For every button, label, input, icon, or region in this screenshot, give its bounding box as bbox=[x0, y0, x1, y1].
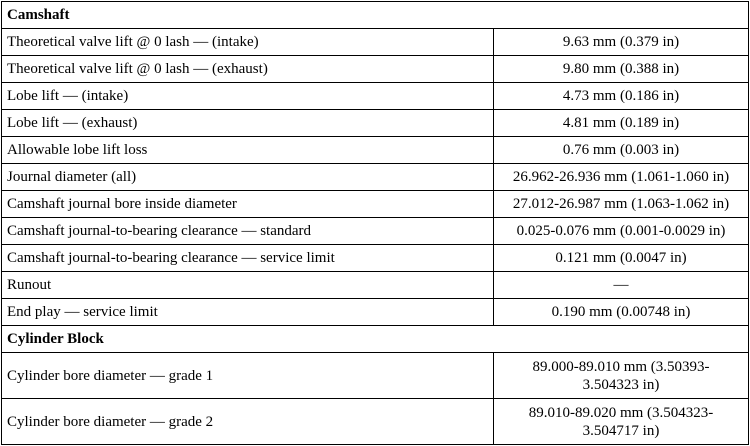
table-row bbox=[2, 164, 749, 191]
spec-value-line: 3.504717 in) bbox=[582, 422, 660, 439]
spec-label: Theoretical valve lift @ 0 lash — (exhaust) bbox=[2, 56, 494, 83]
spec-value: 0.76 mm (0.003 in) bbox=[494, 137, 749, 164]
spec-value: 4.81 mm (0.189 in) bbox=[494, 110, 749, 137]
spec-value: 9.63 mm (0.379 in) bbox=[494, 29, 749, 56]
spec-label: Camshaft journal-to-bearing clearance — service limit bbox=[2, 245, 494, 272]
section-header-row bbox=[2, 2, 749, 29]
spec-label: Journal diameter (all) bbox=[2, 164, 494, 191]
spec-value: 4.73 mm (0.186 in) bbox=[494, 83, 749, 110]
spec-label: Runout bbox=[2, 272, 494, 299]
table-row bbox=[2, 299, 749, 326]
spec-label: Cylinder bore diameter — grade 1 bbox=[2, 353, 494, 399]
section-title: Camshaft bbox=[2, 2, 749, 29]
section-header-row bbox=[2, 326, 749, 353]
table-row bbox=[2, 29, 749, 56]
spec-value-line: 3.504323 in) bbox=[582, 376, 660, 393]
spec-value bbox=[494, 353, 749, 399]
spec-value: 26.962-26.936 mm (1.061-1.060 in) bbox=[494, 164, 749, 191]
table-row bbox=[2, 218, 749, 245]
spec-label: Theoretical valve lift @ 0 lash — (intake) bbox=[2, 29, 494, 56]
spec-value: — bbox=[494, 272, 749, 299]
specifications-table bbox=[1, 1, 749, 445]
spec-label: Allowable lobe lift loss bbox=[2, 137, 494, 164]
spec-value: 0.121 mm (0.0047 in) bbox=[494, 245, 749, 272]
table-row bbox=[2, 272, 749, 299]
table-row bbox=[2, 353, 749, 399]
table-row bbox=[2, 245, 749, 272]
table-row bbox=[2, 137, 749, 164]
table-row bbox=[2, 399, 749, 445]
spec-value bbox=[494, 399, 749, 445]
spec-label: Camshaft journal bore inside diameter bbox=[2, 191, 494, 218]
spec-value: 0.190 mm (0.00748 in) bbox=[494, 299, 749, 326]
spec-value-line: 89.010-89.020 mm (3.504323- bbox=[528, 404, 714, 421]
spec-label: Lobe lift — (exhaust) bbox=[2, 110, 494, 137]
spec-value: 27.012-26.987 mm (1.063-1.062 in) bbox=[494, 191, 749, 218]
table-row bbox=[2, 83, 749, 110]
spec-value: 0.025-0.076 mm (0.001-0.0029 in) bbox=[494, 218, 749, 245]
table-row bbox=[2, 56, 749, 83]
table-row bbox=[2, 110, 749, 137]
spec-value-line: 89.000-89.010 mm (3.50393- bbox=[532, 358, 710, 375]
spec-value: 9.80 mm (0.388 in) bbox=[494, 56, 749, 83]
spec-label: End play — service limit bbox=[2, 299, 494, 326]
spec-label: Cylinder bore diameter — grade 2 bbox=[2, 399, 494, 445]
table-row bbox=[2, 191, 749, 218]
spec-label: Lobe lift — (intake) bbox=[2, 83, 494, 110]
section-title: Cylinder Block bbox=[2, 326, 749, 353]
spec-label: Camshaft journal-to-bearing clearance — standard bbox=[2, 218, 494, 245]
